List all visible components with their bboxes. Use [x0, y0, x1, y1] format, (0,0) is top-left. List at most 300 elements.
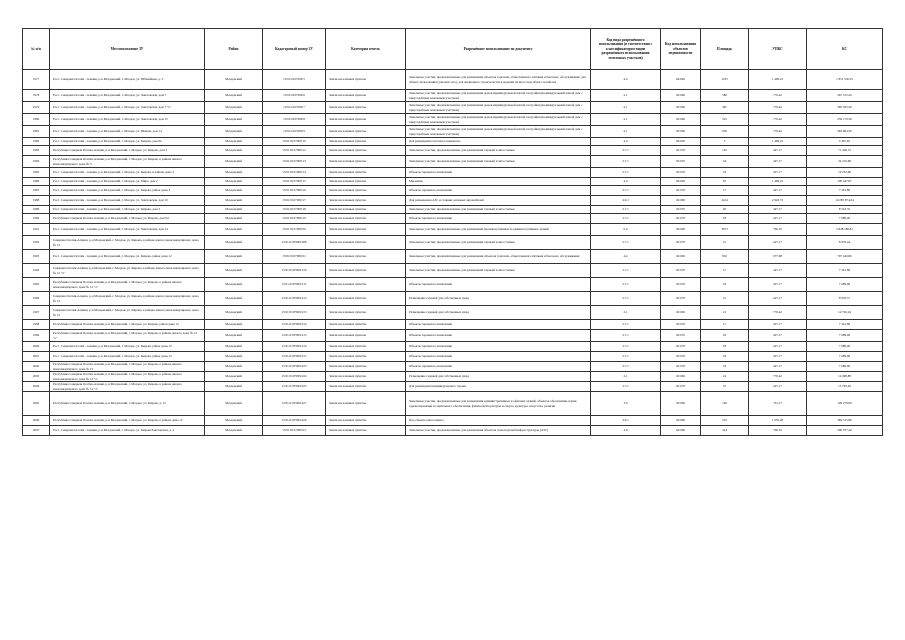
cell-location: Росс. Северная Осетия - Алания, р-н Моздокский, г. Моздок, ул. Кирова, дом 3 — [50, 206, 205, 214]
cell-group-code: 02:070 — [661, 236, 701, 250]
cell-district: Моздокский — [205, 206, 263, 214]
cell-district: Моздокский — [205, 382, 263, 392]
cell-upks: 427,17 — [749, 382, 807, 392]
cell-group-code: 04:040 — [661, 178, 701, 186]
cell-upks: 427,17 — [749, 264, 807, 278]
cell-location: Северная Осетия-Алания, р-н Моздокский, г. Моздок, ул. Кирова, в районе жилого многоквартирного дома № 12 — [50, 292, 205, 306]
cell-num: 1997 — [23, 306, 50, 320]
cell-ks: 2 848 189,81 — [807, 224, 883, 236]
cell-ks: 384 515,80 — [807, 416, 883, 426]
cell-group-code: 02:060 — [661, 372, 701, 382]
cell-upks: 427,17 — [749, 186, 807, 196]
cell-upks: 776,42 — [749, 114, 807, 126]
table-row — [23, 372, 883, 382]
cell-permitted-use: Для размещения АЗС и стоянки легковых автомобилей — [406, 196, 591, 206]
cell-vri-code: 2.1 — [591, 372, 661, 382]
cell-num: 2006 — [23, 416, 50, 426]
cell-district: Моздокский — [205, 156, 263, 168]
cell-category: Земли населенных пунктов — [326, 114, 406, 126]
cell-upks: 776,42 — [749, 90, 807, 102]
cell-location: Республика Северная Осетия-Алания, р-н Моздокский, г. Моздок, ул. Кирова, дом 3 — [50, 146, 205, 156]
table-row — [23, 264, 883, 278]
cell-upks: 776,42 — [749, 102, 807, 114]
cell-category: Земли населенных пунктов — [326, 392, 406, 416]
cell-cadastral: 15:01:0107009:15 — [263, 178, 326, 186]
cell-group-code: 02:070 — [661, 362, 701, 372]
cell-upks: 1 499,22 — [749, 178, 807, 186]
table-row — [23, 292, 883, 306]
table-row — [23, 320, 883, 330]
col-header-vri-code: Код вида разрешённого использования (в соответствии с классификатором видов разрешённого использования земельных участков) — [591, 29, 661, 70]
table-row — [23, 214, 883, 224]
col-header-upks: УПКС — [749, 29, 807, 70]
cell-district: Моздокский — [205, 224, 263, 236]
cell-cadastral: 15:01:0107009:14 — [263, 168, 326, 178]
cell-cadastral: 15:01:0107009:21 — [263, 250, 326, 264]
cell-vri-code: 2.7.1 — [591, 342, 661, 352]
col-header-group-code: Код использования объектов недвижимости — [661, 29, 701, 70]
cell-area: 37 — [701, 382, 749, 392]
cell-vri-code: 2.7.1 — [591, 206, 661, 214]
cell-area: 414 — [701, 426, 749, 436]
cell-district: Моздокский — [205, 264, 263, 278]
cell-ks: 149 279,06 — [807, 392, 883, 416]
cell-category: Земли населенных пунктов — [326, 70, 406, 90]
table-row — [23, 362, 883, 372]
table-row — [23, 236, 883, 250]
cell-vri-code: 2.1 — [591, 102, 661, 114]
cell-num: 2004 — [23, 382, 50, 392]
cell-vri-code: 2.7.1 — [591, 236, 661, 250]
cell-ks: 12 702,24 — [807, 306, 883, 320]
cell-category: Земли населенных пунктов — [326, 292, 406, 306]
cell-num: 2001 — [23, 352, 50, 362]
cell-district: Моздокский — [205, 178, 263, 186]
cell-vri-code: 3.0 — [591, 392, 661, 416]
cell-ks: 32 216,68 — [807, 156, 883, 168]
cell-location: Росс. Северная Осетия - Алания, р-н Моздокский, г. Моздок, ул. Кирова, район дома 12 — [50, 250, 205, 264]
cell-location: Росс. Северная Осетия - Алания, р-н Моздокский, г. Моздок, ул. Заветовская, дом 10 — [50, 196, 205, 206]
cell-location: Росс. Северная Осетия - Алания, р-н Моздокский, г. Моздок, ул. Кирова/Заветовская, д. 2 — [50, 426, 205, 436]
cell-cadastral: 15:01:0107009:13 — [263, 156, 326, 168]
cell-num: 2002 — [23, 362, 50, 372]
cell-permitted-use: Под объекты автосервиса — [406, 416, 591, 426]
cell-permitted-use: Земельные участки, предназначенные для размещения гаражей и автостоянок — [406, 264, 591, 278]
cell-location: Росс. Северная Осетия - Алания, р-н Моздокский, г. Моздок, ул. Заветовская, дом 14 — [50, 224, 205, 236]
cell-permitted-use: Земельные участки, предназначенные для размещения объектов транспортной инфраструктуры (АЗС) — [406, 426, 591, 436]
cell-group-code: 02:070 — [661, 342, 701, 352]
cell-num: 1996 — [23, 292, 50, 306]
cell-ks: 8 970,57 — [807, 292, 883, 306]
cell-permitted-use: Земельные участки, предназначенные для размещения гаражей и автостоянок — [406, 206, 591, 214]
cell-permitted-use: Размещение гаражей для собственных нужд — [406, 372, 591, 382]
cell-area: 467 — [701, 102, 749, 114]
cell-category: Земли населенных пунктов — [326, 236, 406, 250]
cell-district: Моздокский — [205, 416, 263, 426]
cell-ks: 7 689,06 — [807, 362, 883, 372]
cell-cadastral: 15:01:0107009:18 — [263, 206, 326, 214]
cell-vri-code: 2.7.1 — [591, 278, 661, 292]
cell-location: Росс. Северная Осетия - Алания, р-н Моздокский, г. Моздок, ул. Кирова, в районе дома 3 — [50, 168, 205, 178]
col-header-district: Район — [205, 29, 263, 70]
cell-category: Земли населенных пунктов — [326, 264, 406, 278]
cell-ks: 259 179,56 — [807, 114, 883, 126]
cell-district: Моздокский — [205, 168, 263, 178]
cell-permitted-use: Объекты гаражного назначения — [406, 320, 591, 330]
cell-cadastral: 15:01:0107009:223 — [263, 362, 326, 372]
cell-ks: 285 595,20 — [807, 102, 883, 114]
cell-ks: 1 851 536,35 — [807, 70, 883, 90]
cell-district: Моздокский — [205, 214, 263, 224]
cell-vri-code: 4.4 — [591, 178, 661, 186]
cell-district: Моздокский — [205, 392, 263, 416]
cell-num: 1991 — [23, 224, 50, 236]
cell-cadastral: 15:01:0107009:23 — [263, 426, 326, 436]
cell-permitted-use: Земельные участки, предназначенные для размещения домов индивидуальной жилой застройки (индивидуальный жилой дом с приусадебным земельным участком) — [406, 90, 591, 102]
cell-category: Земли населенных пунктов — [326, 178, 406, 186]
cell-group-code: 02:070 — [661, 214, 701, 224]
cell-area: 17 — [701, 320, 749, 330]
cell-ks: 7 261,89 — [807, 320, 883, 330]
cell-permitted-use: Для размещения торгового павильона — [406, 138, 591, 146]
cell-location: Республика Северная Осетия-Алания, р-н Моздокский, г. Моздок, ул. Кирова, д. 12 — [50, 392, 205, 416]
cell-ks: 7 261,89 — [807, 264, 883, 278]
col-header-area: Площадь — [701, 29, 749, 70]
cell-area: 21 — [701, 306, 749, 320]
cell-area: 21 — [701, 236, 749, 250]
cell-upks: 776,42 — [749, 126, 807, 138]
table-row — [23, 392, 883, 416]
table-row — [23, 382, 883, 392]
cell-area: 18 — [701, 342, 749, 352]
cell-num: 1985 — [23, 168, 50, 178]
cell-category: Земли населенных пунктов — [326, 126, 406, 138]
cell-district: Моздокский — [205, 426, 263, 436]
cell-permitted-use: Земельные участки, предназначенные для размещения гаражей и автостоянок — [406, 236, 591, 250]
cell-num: 2003 — [23, 372, 50, 382]
cell-vri-code: 4.9.1 — [591, 416, 661, 426]
cell-upks: 1 650,28 — [749, 416, 807, 426]
cell-vri-code: 4.9.1 — [591, 196, 661, 206]
table-row — [23, 278, 883, 292]
cell-group-code: 04:090 — [661, 196, 701, 206]
cell-group-code: 02:070 — [661, 320, 701, 330]
cell-upks: 427,17 — [749, 278, 807, 292]
cell-category: Земли населенных пунктов — [326, 250, 406, 264]
cell-category: Земли населенных пунктов — [326, 156, 406, 168]
cell-num: 1994 — [23, 264, 50, 278]
cell-location: Республика Северная Осетия-Алания, р-н Моздокский, г. Моздок, ул. Кирова, в районе дома 12 — [50, 416, 205, 426]
cell-vri-code: 4.4 — [591, 70, 661, 90]
cell-vri-code: 6.0 — [591, 224, 661, 236]
cell-vri-code: 2.7.1 — [591, 292, 661, 306]
table-row — [23, 206, 883, 214]
cell-upks: 776,42 — [749, 372, 807, 382]
cell-cadastral: 15:01:0107009:12 — [263, 146, 326, 156]
cell-cadastral: 15:01:0107009:20 — [263, 224, 326, 236]
register-table — [22, 28, 883, 436]
cell-cadastral: 15:01:0107009:17 — [263, 196, 326, 206]
cell-group-code: 02:070 — [661, 206, 701, 214]
cell-cadastral: 15:01:0107009:210 — [263, 264, 326, 278]
cell-location: Росс. Северная Осетия - Алания, р-н Моздокский, г. Моздок, ул. Заветовская, дом 15 — [50, 114, 205, 126]
cell-num: 1987 — [23, 186, 50, 196]
cell-category: Земли населенных пунктов — [326, 416, 406, 426]
cell-district: Моздокский — [205, 102, 263, 114]
cell-district: Моздокский — [205, 278, 263, 292]
cell-permitted-use: Размещение гаражей для собственных нужд — [406, 292, 591, 306]
cell-cadastral: 15:01:0107009:216 — [263, 342, 326, 352]
cell-area: 18 — [701, 330, 749, 342]
cell-ks: 100 447,87 — [807, 178, 883, 186]
cell-cadastral: 15:01:0107009:5 — [263, 70, 326, 90]
cell-location: Росс. Северная Осетия - Алания, р-н Моздокский, г. Моздок, ул. Заветовская, дом 7 — [50, 90, 205, 102]
cell-cadastral: 15:01:0107009:8 — [263, 114, 326, 126]
cell-ks: 4 497,65 — [807, 138, 883, 146]
cell-category: Земли населенных пунктов — [326, 214, 406, 224]
cell-district: Моздокский — [205, 352, 263, 362]
cell-permitted-use: Объекты гаражного назначения — [406, 186, 591, 196]
cell-num: 1983 — [23, 146, 50, 156]
cell-group-code: 02:060 — [661, 102, 701, 114]
cell-location: Республика Северная Осетия-Алания, р-н Моздокский, г. Моздок, ул. Кирова, район дома 12 — [50, 320, 205, 330]
cell-group-code: 02:070 — [661, 292, 701, 306]
cell-district: Моздокский — [205, 342, 263, 352]
cell-upks: 776,42 — [749, 306, 807, 320]
cell-cadastral: 15:01:0107009:214 — [263, 320, 326, 330]
cell-group-code: 02:070 — [661, 330, 701, 342]
cell-group-code: 06:000 — [661, 224, 701, 236]
cell-ks: 71 200,72 — [807, 146, 883, 156]
cell-category: Земли населенных пунктов — [326, 138, 406, 146]
cell-location: Росс. Северная Осетия - Алания, р-н Моздокский, г. Моздок, ул. Заветовская, дом 7 "а" — [50, 102, 205, 114]
cell-num: 1999 — [23, 330, 50, 342]
cell-area: 18 — [701, 352, 749, 362]
cell-permitted-use: Объекты гаражного назначения — [406, 352, 591, 362]
table-row — [23, 178, 883, 186]
cell-upks: 427,17 — [749, 342, 807, 352]
cell-upks: 427,17 — [749, 320, 807, 330]
cell-area: 21 — [701, 292, 749, 306]
cell-category: Земли населенных пунктов — [326, 342, 406, 352]
table-row — [23, 426, 883, 436]
cell-permitted-use: Земельные участки, предназначенные для размещения производственных и административных зданий — [406, 224, 591, 236]
cell-vri-code: 2.7.1 — [591, 146, 661, 156]
cell-cadastral: 15:01:0107009:224 — [263, 372, 326, 382]
cell-district: Моздокский — [205, 362, 263, 372]
cell-upks: 2 943,72 — [749, 196, 807, 206]
table-row — [23, 352, 883, 362]
cell-location: Республика Северная Осетия-Алания, р-н Моздокский, г. Моздок, ул. Кирова, дом 94 — [50, 214, 205, 224]
cell-permitted-use: Земельные участки, предназначенные для размещения административных и офисных зданий, объектов образования, науки, здравоохранения и социального обеспечения, физической культуры и спорта, культуры, искусства, религии — [406, 392, 591, 416]
table-row — [23, 250, 883, 264]
cell-cadastral: 15:01:0107009:213 — [263, 306, 326, 320]
table-row — [23, 196, 883, 206]
cell-num: 1995 — [23, 278, 50, 292]
cell-ks: 15 795,29 — [807, 382, 883, 392]
cell-cadastral: 15:01:0107009:212 — [263, 292, 326, 306]
cell-group-code: 02:060 — [661, 114, 701, 126]
cell-area: 17 — [701, 186, 749, 196]
cell-num: 2000 — [23, 342, 50, 352]
cell-district: Моздокский — [205, 138, 263, 146]
table-row — [23, 138, 883, 146]
cell-cadastral: 15:01:0107009:215 — [263, 330, 326, 342]
cell-permitted-use: Земельные участки, предназначенные для размещения домов индивидуальной жилой застройки (индивидуальный жилой дом с приусадебным земельным участком) — [406, 102, 591, 114]
cell-permitted-use: Объекты гаражного назначения — [406, 214, 591, 224]
table-row — [23, 306, 883, 320]
cell-district: Моздокский — [205, 292, 263, 306]
cell-upks: 427,17 — [749, 352, 807, 362]
cell-permitted-use: Объекты гаражного назначения — [406, 362, 591, 372]
cell-upks: 766,35 — [749, 426, 807, 436]
cell-location: Республика Северная Осетия-Алания, р-н Моздокский, г. Моздок, ул. Кирова, в районе жилого дома № 12 "а" — [50, 330, 205, 342]
cell-district: Моздокский — [205, 250, 263, 264]
cell-upks: 427,17 — [749, 236, 807, 250]
cell-category: Земли населенных пунктов — [326, 168, 406, 178]
cell-category: Земли населенных пунктов — [326, 196, 406, 206]
cell-cadastral: 15:01:0107009:208 — [263, 236, 326, 250]
cell-area: 636 — [701, 126, 749, 138]
cell-area: 24 — [701, 168, 749, 178]
cell-area: 18 — [701, 362, 749, 372]
cell-location: Северная Осетия-Алания, р-н Моздокский, г. Моздок, ул. Кирова, в районе жилого многоквартирного дома № 12 "а" — [50, 264, 205, 278]
cell-category: Земли населенных пунктов — [326, 352, 406, 362]
cell-upks: 427,17 — [749, 330, 807, 342]
cell-group-code: 04:090 — [661, 426, 701, 436]
cell-upks: 427,17 — [749, 206, 807, 214]
cell-category: Земли населенных пунктов — [326, 372, 406, 382]
cell-area: 2414 — [701, 196, 749, 206]
table-row — [23, 330, 883, 342]
table-row — [23, 114, 883, 126]
cell-group-code: 02:070 — [661, 264, 701, 278]
cell-cadastral: 15:01:0107009:227 — [263, 392, 326, 416]
cell-area: 24 — [701, 372, 749, 382]
col-header-permitted-use: Разрешённое использование по документу — [406, 29, 591, 70]
cell-area: 34 — [701, 156, 749, 168]
cell-ks: 7 689,06 — [807, 278, 883, 292]
cell-permitted-use: Магазины — [406, 178, 591, 186]
cell-vri-code: 2.1 — [591, 114, 661, 126]
table-row — [23, 102, 883, 114]
table-row — [23, 342, 883, 352]
cell-ks: 7 689,06 — [807, 214, 883, 224]
cell-district: Моздокский — [205, 306, 263, 320]
cell-category: Земли населенных пунктов — [326, 306, 406, 320]
cell-district: Моздокский — [205, 330, 263, 342]
cell-group-code: 04:090 — [661, 416, 701, 426]
cell-num: 1981 — [23, 126, 50, 138]
cell-category: Земли населенных пунктов — [326, 102, 406, 114]
col-header-category: Категория земель — [326, 29, 406, 70]
table-body — [23, 70, 883, 436]
cell-vri-code: 2.7.1 — [591, 330, 661, 342]
cell-permitted-use: Земельные участки, предназначенные для размещения гаражей и автостоянок — [406, 156, 591, 168]
cell-ks: 797 440,86 — [807, 250, 883, 264]
cell-num: 1980 — [23, 114, 50, 126]
cell-upks: 427,17 — [749, 156, 807, 168]
cell-num: 1984 — [23, 156, 50, 168]
cell-vri-code: 4.4 — [591, 138, 661, 146]
cell-location: Республика Северная Осетия-Алания, р-н Моздокский, г. Моздок, ул. Кирова, в районе жилого многоквартирного дома № 12 — [50, 362, 205, 372]
cell-vri-code: 2.7.1 — [591, 168, 661, 178]
cell-category: Земли населенных пунктов — [326, 224, 406, 236]
cell-location: Росс. Северная Осетия - Алания, р-н Моздокский, г. Моздок, ул. Юбилейная, д. 3 — [50, 70, 205, 90]
cell-location: Северная Осетия-Алания, р-н Моздокский, г. Моздок, ул. Кирова, в районе жилого многоквартирного дома № 12 — [50, 306, 205, 320]
cell-cadastral: 15:01:0107009:217 — [263, 352, 326, 362]
cell-upks: 977,08 — [749, 250, 807, 264]
cell-num: 1986 — [23, 178, 50, 186]
cell-category: Земли населенных пунктов — [326, 90, 406, 102]
cell-vri-code: 2.7.1 — [591, 156, 661, 168]
table-row — [23, 416, 883, 426]
col-header-location: Местоположение ЗУ — [50, 29, 205, 70]
cell-group-code: 02:070 — [661, 186, 701, 196]
cell-area: 163 — [701, 146, 749, 156]
cell-cadastral: 15:01:0107009:16 — [263, 186, 326, 196]
cell-district: Моздокский — [205, 186, 263, 196]
table-row — [23, 70, 883, 90]
cell-category: Земли населенных пунктов — [326, 186, 406, 196]
table-row — [23, 126, 883, 138]
cell-vri-code: 2.7.1 — [591, 264, 661, 278]
cell-group-code: 02:070 — [661, 382, 701, 392]
cell-area: 3 — [701, 138, 749, 146]
cell-ks: 7 689,06 — [807, 352, 883, 362]
cell-location: Росс. Северная Осетия - Алания, р-н Моздокский, г. Моздок, ул. Кирова, район дома 12 — [50, 352, 205, 362]
cell-num: 1990 — [23, 214, 50, 224]
header-row — [23, 29, 883, 70]
cell-category: Земли населенных пунктов — [326, 278, 406, 292]
cell-group-code: 04:060 — [661, 250, 701, 264]
cell-area: 580 — [701, 90, 749, 102]
cell-num: 1989 — [23, 206, 50, 214]
cell-num: 1978 — [23, 90, 50, 102]
cell-ks: 7 261,89 — [807, 186, 883, 196]
cell-permitted-use: Для размещения индивидуального гаража — [406, 382, 591, 392]
cell-vri-code: 2.7.1 — [591, 186, 661, 196]
cell-permitted-use: Объекты гаражного назначения — [406, 342, 591, 352]
cell-category: Земли населенных пунктов — [326, 206, 406, 214]
cell-location: Росс. Северная Осетия - Алания, р-н Моздокский, г. Моздок, ул. Кирова, район дома 12 — [50, 342, 205, 352]
col-header-ks: КС — [807, 29, 883, 70]
cell-upks: 761,17 — [749, 392, 807, 416]
col-header-cadastral: Кадастровый номер ЗУ — [263, 29, 326, 70]
cell-num: 1988 — [23, 196, 50, 206]
cell-ks: 10 252,08 — [807, 168, 883, 178]
cell-district: Моздокский — [205, 90, 263, 102]
cell-num: 2007 — [23, 426, 50, 436]
cell-area: 18 — [701, 278, 749, 292]
table-row — [23, 186, 883, 196]
cell-ks: 267 315,20 — [807, 90, 883, 102]
cell-upks: 427,17 — [749, 362, 807, 372]
cell-upks: 427,17 — [749, 214, 807, 224]
cell-district: Моздокский — [205, 70, 263, 90]
cell-area: 18 — [701, 214, 749, 224]
cell-group-code: 02:060 — [661, 306, 701, 320]
cell-area: 196 — [701, 392, 749, 416]
cell-area: 67 — [701, 178, 749, 186]
cell-cadastral: 15:01:0107009:225 — [263, 382, 326, 392]
col-header-num: № п/п — [23, 29, 50, 70]
cell-district: Моздокский — [205, 372, 263, 382]
cell-group-code: 02:070 — [661, 168, 701, 178]
table-row — [23, 224, 883, 236]
cell-location: Республика Северная Осетия-Алания, р-н Моздокский, г. Моздок, ул. Кирова, в районе жилого многоквартирного дома № 3 — [50, 156, 205, 168]
cell-vri-code: 4.4 — [591, 250, 661, 264]
